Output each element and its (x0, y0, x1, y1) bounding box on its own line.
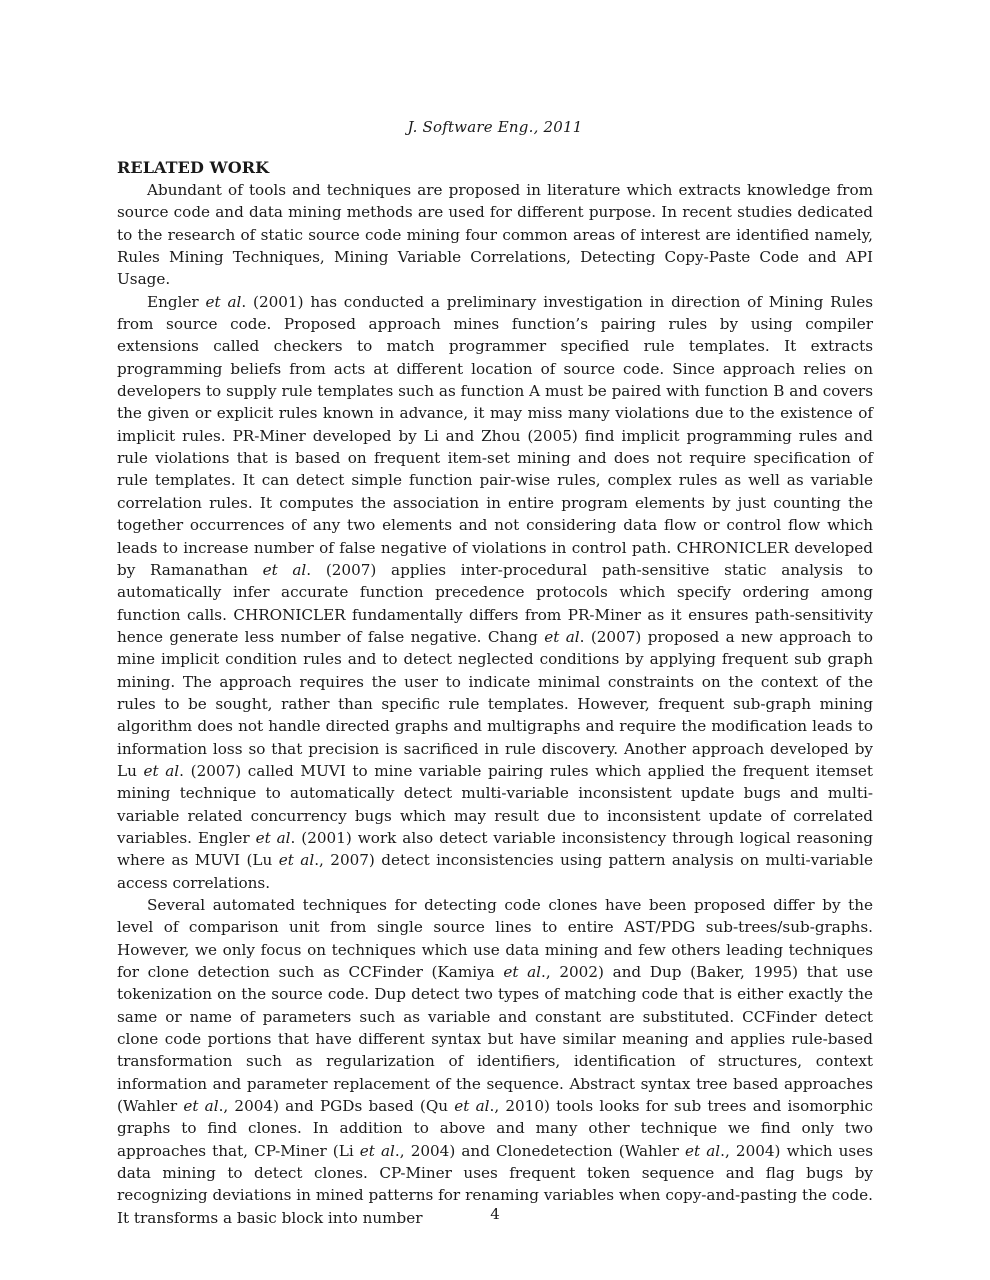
paragraph-text: ., 2004) which uses data mining to detect clones. CP-Miner uses frequent token sequence and flag bugs by recognizing deviations in mined patterns for renaming variables when copy-and-pasting the code. It transforms a basic block into number (117, 1141, 873, 1227)
italic-text: et al (262, 560, 307, 579)
paragraph-text: ., 2002) and Dup (Baker, 1995) that use tokenization on the source code. Dup detect two types of matching code that is either exactly the same or name of parameters such as variable and constant are substituted. CCFinder detect clone code portions that have different syntax but have similar meaning and applies rule-based transformation such as regularization of identifiers, identification of structures, context information and parameter replacement of the sequence. Abstract syntax tree based approaches (Wahler (117, 963, 873, 1116)
paragraph-text: . (2001) work also detect variable inconsistency through logical reasoning where as MUVI (Lu (117, 828, 873, 870)
body-paragraph (117, 179, 873, 291)
paragraph-text: ., 2010) tools looks for sub trees and isomorphic graphs to find clones. In addition to above and many other technique we find only two approaches that, CP-Miner (Li (117, 1097, 873, 1160)
paragraph-text: Several automated techniques for detecting code clones have been proposed differ by the level of comparison unit from single source lines to entire AST/PDG sub-trees/sub-graphs. However, we only focus on techniques which use data mining and few others leading techniques for clone detection such as CCFinder (Kamiya (117, 896, 873, 982)
italic-text: et al (205, 292, 242, 311)
italic-text: et al (503, 963, 542, 982)
italic-text: et al (544, 627, 580, 646)
italic-text: et al (359, 1141, 395, 1160)
italic-text: et al (255, 828, 291, 847)
main-content (117, 157, 873, 1229)
paragraph-list (117, 179, 873, 1229)
paragraph-text: . (2007) called MUVI to mine variable pairing rules which applied the frequent itemset mining technique to automatically detect multi-variable inconsistent update bugs and multi-variable related concurrency bugs which may result due to inconsistent update of correlated variables. Engler (117, 761, 873, 847)
body-paragraph (117, 291, 873, 894)
journal-header: J. Software Eng., 2011 (407, 118, 583, 136)
italic-text: et al (278, 851, 315, 870)
paragraph-text: . (2007) proposed a new approach to mine implicit condition rules and to detect neglected conditions by applying frequent sub graph mining. The approach requires the user to indicate minimal constraints on the context of the rules to be sought, rather than specific rule templates. However, frequent sub-graph mining algorithm does not handle directed graphs and multigraphs and require the modification leads to information loss so that precision is sacrificed in rule discovery. Another approach developed by Lu (117, 627, 873, 780)
italic-text: et al (685, 1141, 721, 1160)
italic-text: et al (454, 1097, 490, 1116)
paragraph-text: . (2007) applies inter-procedural path-sensitive static analysis to automatically infer accurate function precedence protocols which specify ordering among function calls. CHRONICLER fundamentally differs from PR-Miner as it ensures path-sensitivity hence generate less number of false negative. Chang (117, 560, 873, 646)
italic-text: et al (183, 1097, 219, 1116)
italic-text: et al (143, 761, 180, 780)
body-paragraph (117, 894, 873, 1229)
paragraph-text: ., 2004) and PGDs based (Qu (218, 1097, 455, 1116)
paragraph-text: . (2001) has conducted a preliminary investigation in direction of Mining Rules from source code. Proposed approach mines function’s pairing rules by using compiler extensions called checkers to match programmer specified rule templates. It extracts programming beliefs from acts at different location of source code. Since approach relies on developers to supply rule templates such as function A must be paired with function B and covers the given or explicit rules known in advance, it may miss many violations due to the existence of implicit rules. PR-Miner developed by Li and Zhou (2005) find implicit programming rules and rule violations that is based on frequent item-set mining and does not require specification of rule templates. It can detect simple function pair-wise rules, complex rules as well as variable correlation rules. It computes the association in entire program elements by just counting the together occurrences of any two elements and not considering data flow or control flow which leads to increase number of false negative of violations in control path. CHRONICLER developed by Ramanathan (117, 292, 873, 579)
section-heading: RELATED WORK (117, 158, 270, 177)
page-number: 4 (490, 1205, 500, 1223)
paragraph-text: ., 2007) detect inconsistencies using pattern analysis on multi-variable access correlations. (117, 851, 874, 892)
paragraph-text: Engler (147, 292, 206, 311)
paragraph-text: ., 2004) and Clonedetection (Wahler (394, 1141, 686, 1160)
paragraph-text: Abundant of tools and techniques are proposed in literature which extracts knowledge from source code and data mining methods are used for different purpose. In recent studies dedicated to the research of static source code mining four common areas of interest are identified namely, Rules Mining Techniques, Mining Variable Correlations, Detecting Copy-Paste Code and API Usage. (117, 181, 873, 289)
